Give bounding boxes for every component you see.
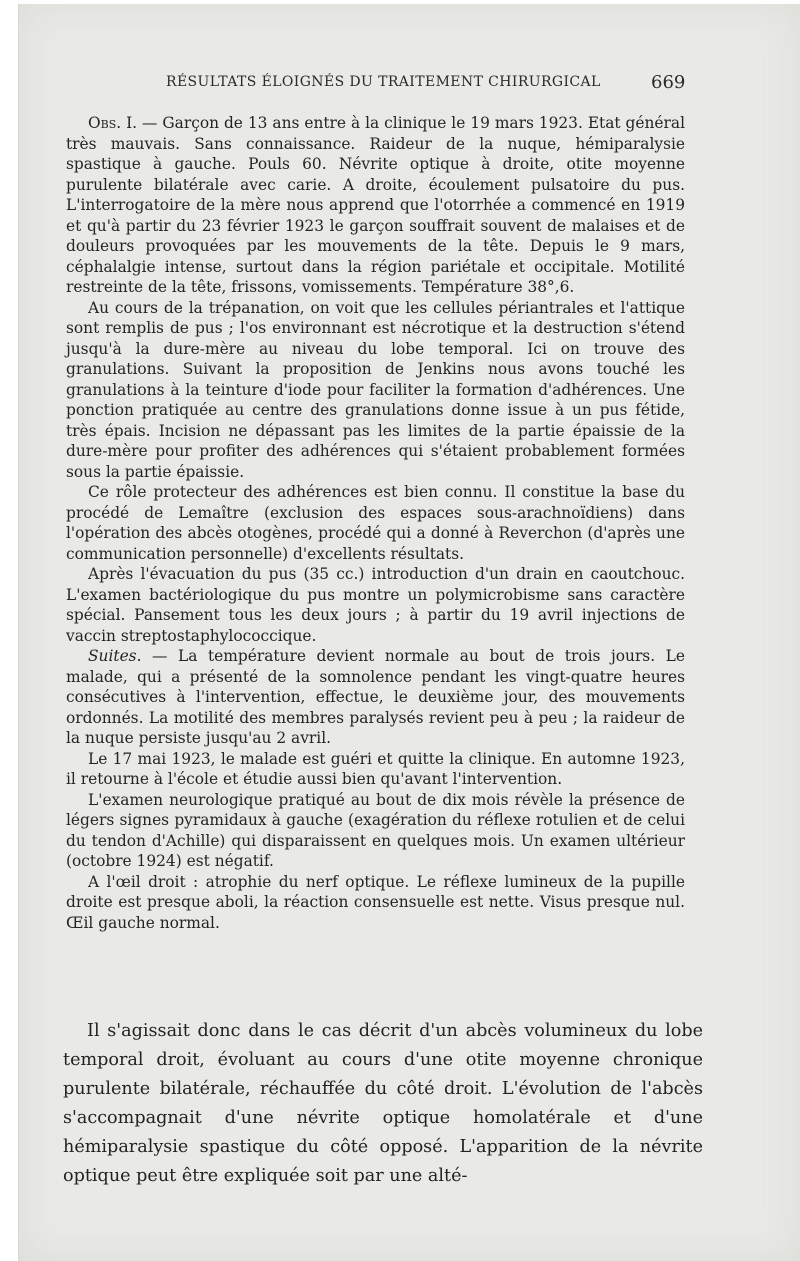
page-number: 669 [651,72,686,93]
eye-exam-paragraph: A l'œil droit : atrophie du nerf optique. Le réflexe lumineux de la pupille droite est presque aboli, la réaction consensuelle est nette. Visus presque nul. Œil gauche normal. [66,872,685,932]
observation-intro-text: — Garçon de 13 ans entre à la clinique le 19 mars 1923. Etat général très mauvais. Sans connaissance. Raideur de la nuque, hémiparalysie spastique à gauche. Pouls 60. Névrite optique à droite, otite moyenne purulente bilatérale avec carie. A droite, écoulement pulsatoire du pus. L'interrogatoire de la mère nous apprend que l'otorrhée a commencé en 1919 et qu'à partir du 23 février 1923 le garçon souffrait souvent de malaises et de douleurs provoquées par les mouvements de la tête. Depuis le 9 mars, céphalalgie intense, surtout dans la région pariétale et occipitale. Motilité restreinte de la tête, frissons, vomissements. Température 38°,6. [66,114,685,296]
observation-paragraph [66,113,685,298]
page-header [19,72,800,96]
suites-text: — La température devient normale au bout de trois jours. Le malade, qui a présenté de la somnolence pendant les vingt-quatre heures consécutives à l'intervention, effectue, le deuxième jour, des mouvements ordonnés. La motilité des membres paralysés revient peu à peu ; la raideur de la nuque persiste jusqu'au 2 avril. [66,647,685,747]
evacuation-paragraph: Après l'évacuation du pus (35 cc.) introduction d'un drain en caoutchouc. L'examen bactériologique du pus montre un polymicrobisme sans caractère spécial. Pansement tous les deux jours ; à partir du 19 avril injections de vaccin streptostaphylococcique. [66,565,685,645]
observation-block [66,113,685,933]
adherences-paragraph: Ce rôle protecteur des adhérences est bien connu. Il constitue la base du procédé de Lemaître (exclusion des espaces sous-arachnoïdiens) dans l'opération des abcès otogènes, procédé qui a donné à Reverchon (d'après une communication personnelle) d'excellents résultats. [66,483,685,563]
book-page [18,4,800,1261]
observation-label: Obs. I. [88,114,138,132]
conclusion-paragraph: Il s'agissait donc dans le cas décrit d'un abcès volumineux du lobe temporal droit, évoluant au cours d'une otite moyenne chronique purulente bilatérale, réchauffée du côté droit. L'évolution de l'abcès s'accompagnait d'une névrite optique homolatérale et d'une hémiparalysie spastique du côté opposé. L'apparition de la névrite optique peut être expliquée soit par une alté- [63,1021,703,1186]
suites-label: Suites. [88,647,142,665]
suites-paragraph [66,646,685,749]
trepanation-paragraph: Au cours de la trépanation, on voit que les cellules périantrales et l'attique sont remplis de pus ; l'os environnant est nécrotique et la destruction s'étend jusqu'à la dure-mère au niveau du lobe temporal. Ici on trouve des granulations. Suivant la proposition de Jenkins nous avons touché les granulations à la teinture d'iode pour faciliter la formation d'adhérences. Une ponction pratiquée au centre des granulations donne issue à un pus fétide, très épais. Incision ne dépassant pas les limites de la partie épaissie de la dure-mère pour profiter des adhérences qui s'étaient probablement formées sous la partie épaissie. [66,298,685,481]
conclusion-block [63,1017,703,1191]
neurological-exam-paragraph: L'examen neurologique pratiqué au bout de dix mois révèle la présence de légers signes pyramidaux à gauche (exagération du réflexe rotulien et de celui du tendon d'Achille) qui disparaissent en quelques mois. Un examen ultérieur (octobre 1924) est négatif. [66,790,685,870]
running-title: RÉSULTATS ÉLOIGNÉS DU TRAITEMENT CHIRURGICAL [166,74,601,90]
recovery-paragraph: Le 17 mai 1923, le malade est guéri et quitte la clinique. En automne 1923, il retourne à l'école et étudie aussi bien qu'avant l'intervention. [66,749,685,788]
